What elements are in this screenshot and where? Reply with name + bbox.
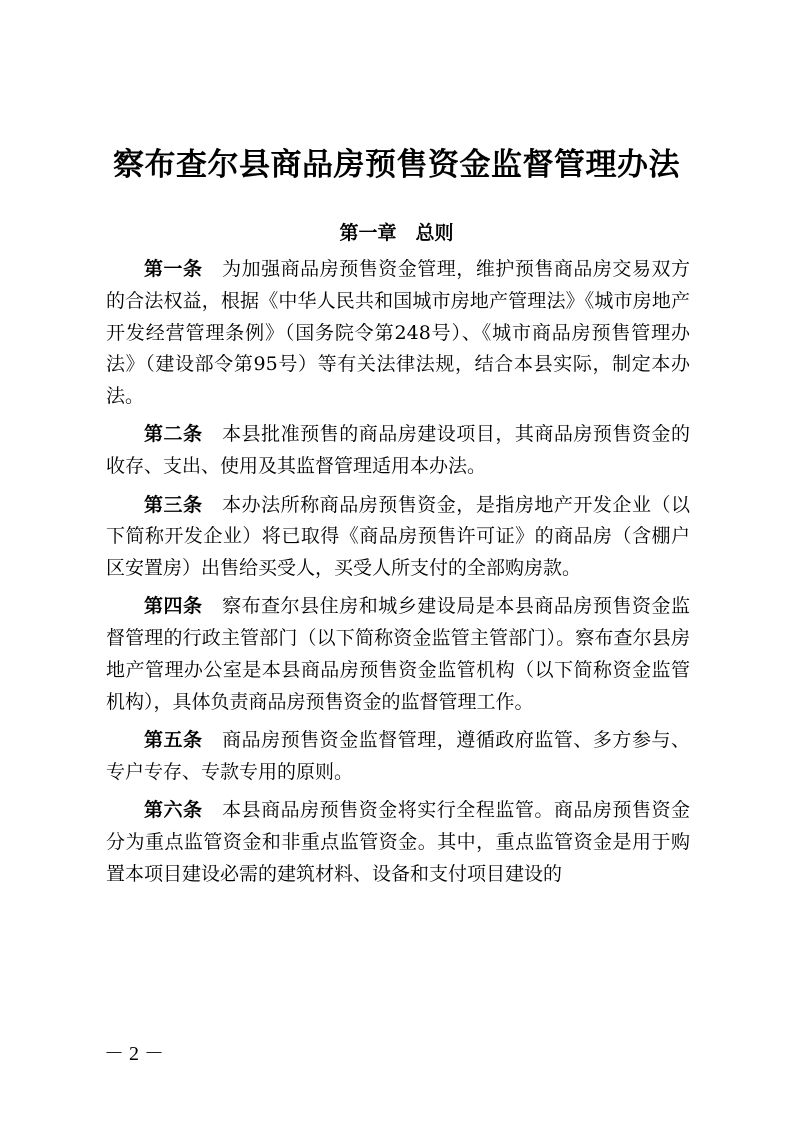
article-number: 第五条: [144, 729, 203, 752]
article-paragraph: [106, 490, 690, 585]
article-text: 本办法所称商品房预售资金，是指房地产开发企业（以下简称开发企业）将已取得《商品房预售许可证》的商品房（含棚户区安置房）出售给买受人，买受人所支付的全部购房款。: [106, 493, 690, 580]
article-text: 商品房预售资金监督管理，遵循政府监管、多方参与、专户专存、专款专用的原则。: [106, 729, 690, 783]
article-number: 第一条: [144, 258, 203, 280]
article-text: 本县批准预售的商品房建设项目，其商品房预售资金的收存、支出、使用及其监督管理适用本办法。: [106, 423, 690, 478]
document-title: 察布查尔县商品房预售资金监督管理办法: [113, 147, 680, 183]
chapter-heading: 第一章 总则: [339, 222, 454, 244]
article-paragraph: [106, 591, 690, 718]
article-number: 第四条: [144, 595, 203, 618]
article-number: 第二条: [144, 423, 203, 446]
article-paragraph: [106, 795, 690, 890]
page-number: － 2 －: [104, 1043, 164, 1065]
article-paragraph: [106, 725, 690, 789]
article-text: 本县商品房预售资金将实行全程监管。商品房预售资金分为重点监管资金和非重点监管资金。其中，重点监管资金是用于购置本项目建设必需的建筑材料、设备和支付项目建设的: [106, 799, 690, 885]
article-number: 第六条: [144, 799, 203, 822]
article-text: 为加强商品房预售资金管理，维护预售商品房交易双方的合法权益，根据《中华人民共和国城市房地产管理法》《城市房地产开发经营管理条例》（国务院令第248号）、《城市商品房预售管理办法》（建设部令第95号）等有关法律法规，结合本县实际，制定本办法。: [106, 258, 690, 408]
article-paragraph: [106, 419, 690, 483]
article-number: 第三条: [144, 493, 203, 516]
document-body: [106, 254, 690, 897]
article-paragraph: [106, 254, 690, 413]
article-text: 察布查尔县住房和城乡建设局是本县商品房预售资金监督管理的行政主管部门（以下简称资金监管主管部门）。察布查尔县房地产管理办公室是本县商品房预售资金监管机构（以下简称资金监管机构），具体负责商品房预售资金的监督管理工作。: [106, 595, 690, 713]
